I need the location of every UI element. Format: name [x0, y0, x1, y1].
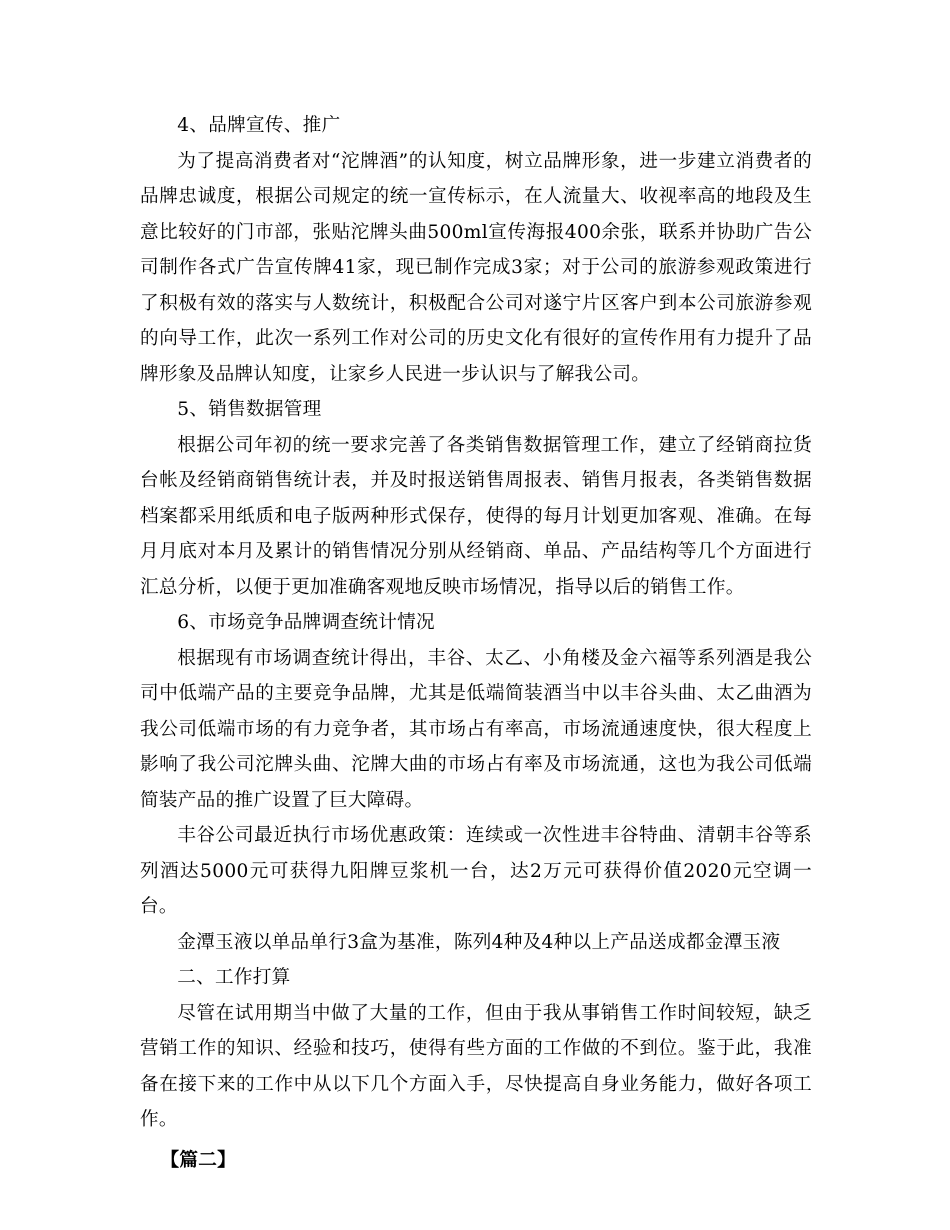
paragraph-sales-data: 根据公司年初的统一要求完善了各类销售数据管理工作，建立了经销商拉货台帐及经销商销售统计表，并及时报送销售周报表、销售月报表，各类销售数据档案都采用纸质和电子版两种形式保存，使得的每月计划更加客观、准确。在每月月底对本月及累计的销售情况分别从经销商、单品、产品结构等几个方面进行汇总分析，以便于更加准确客观地反映市场情况，指导以后的销售工作。 — [140, 434, 812, 598]
part-two-label: 【篇二】 — [160, 1149, 237, 1171]
paragraph-jintan-policy: 金潭玉液以单品单行3盒为基准，陈列4种及4种以上产品送成都金潭玉液 — [177, 931, 781, 953]
section-heading-sales-data: 5、销售数据管理 — [177, 399, 322, 420]
paragraph-competition-survey: 根据现有市场调查统计得出，丰谷、太乙、小角楼及金六福等系列酒是我公司中低端产品的主要竞争品牌，尤其是低端简装酒当中以丰谷头曲、太乙曲酒为我公司低端市场的有力竞争者，其市场占有率高，市场流通速度快，很大程度上影响了我公司沱牌头曲、沱牌大曲的市场占有率及市场流通，这也为我公司低端简装产品的推广设置了巨大障碍。 — [140, 647, 812, 811]
section-heading-brand-promotion: 4、品牌宣传、推广 — [177, 115, 341, 136]
section-heading-work-plan: 二、工作打算 — [177, 967, 291, 988]
paragraph-fenggu-policy: 丰谷公司最近执行市场优惠政策：连续或一次性进丰谷特曲、清朝丰谷等系列酒达5000元可获得九阳牌豆浆机一台，达2万元可获得价值2020元空调一台。 — [140, 825, 812, 917]
paragraph-work-plan: 尽管在试用期当中做了大量的工作，但由于我从事销售工作时间较短，缺乏营销工作的知识、经验和技巧，使得有些方面的工作做的不到位。鉴于此，我准备在接下来的工作中从以下几个方面入手，尽快提高自身业务能力，做好各项工作。 — [140, 1002, 812, 1130]
document-page — [140, 108, 812, 1178]
section-heading-competition-survey: 6、市场竞争品牌调查统计情况 — [177, 612, 435, 633]
paragraph-brand-promotion: 为了提高消费者对“沱牌酒”的认知度，树立品牌形象，进一步建立消费者的品牌忠诚度，根据公司规定的统一宣传标示，在人流量大、收视率高的地段及生意比较好的门市部，张贴沱牌头曲500ml宣传海报400余张，联系并协助广告公司制作各式广告宣传牌41家，现已制作完成3家；对于公司的旅游参观政策进行了积极有效的落实与人数统计，积极配合公司对遂宁片区客户到本公司旅游参观的向导工作，此次一系列工作对公司的历史文化有很好的宣传作用有力提升了品牌形象及品牌认知度，让家乡人民进一步认识与了解我公司。 — [140, 150, 812, 385]
